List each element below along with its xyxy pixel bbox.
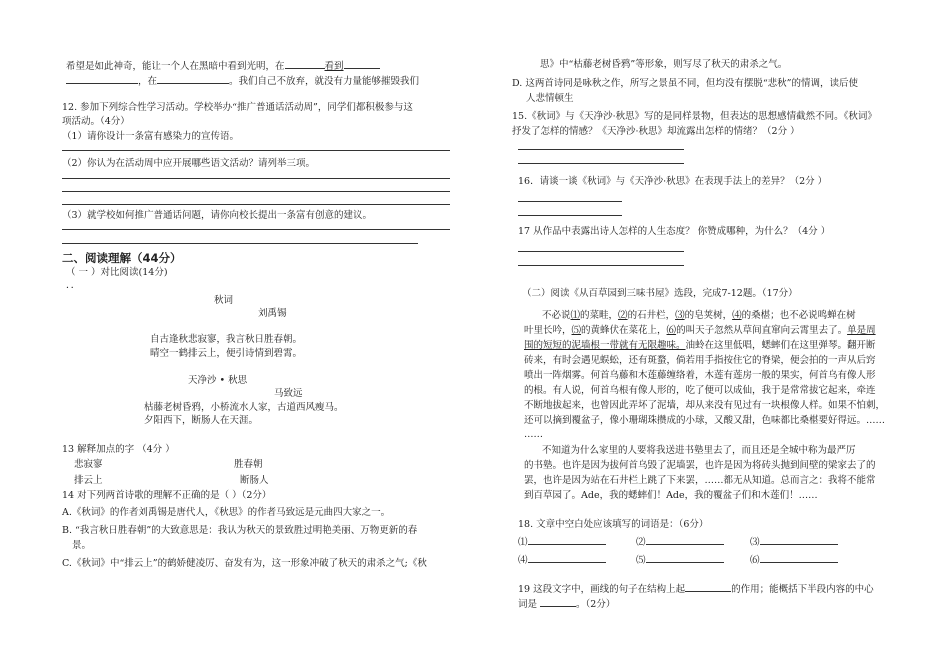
hope-line-1	[66, 58, 380, 74]
blank[interactable]	[760, 552, 838, 563]
q14-option-c: C.《秋词》中“排云上”的鹤娇健凌厉、奋发有为，这一形象冲破了秋天的肃杀之气;《秋	[62, 558, 427, 569]
question-18: 18. 文章中空白处应该填写的词语是：（6分）	[518, 519, 709, 530]
answer-line[interactable]	[62, 191, 450, 192]
q18-blank	[518, 534, 606, 550]
q18-blank	[636, 534, 724, 550]
text: ⑸	[636, 555, 646, 566]
q14-option-b: B. “我言秋日胜春朝”的大致意思是：我认为秋天的景致胜过明艳美丽、万物更新的春	[62, 525, 418, 536]
blank-marker: ⑵	[618, 310, 628, 321]
blank-marker: ⑸	[571, 325, 582, 336]
question-19-cont	[518, 596, 615, 612]
blank[interactable]	[285, 58, 325, 69]
q14-option-b-cont: 景。	[72, 540, 92, 551]
answer-line[interactable]	[518, 149, 684, 150]
text: 的叫天子忽然从草间直窜向云霄里去了。	[676, 325, 848, 336]
text: 的黄蜂伏在菜花上，	[581, 325, 667, 336]
blank[interactable]	[66, 73, 138, 84]
text: 。（2分）	[576, 599, 616, 610]
poem-2-line: 枯藤老树昏鸦，小桥流水人家，古道西风瘦马。	[144, 402, 344, 413]
blank[interactable]	[685, 581, 731, 592]
subsection-title: （二）阅读《从百草园到三味书屋》选段，完成7-12题。（17分）	[522, 288, 798, 299]
poem-2-title: 天净沙 • 秋思	[188, 375, 248, 386]
answer-line[interactable]	[518, 251, 684, 252]
poem-2-line: 夕阳西下，断肠人在天涯。	[144, 415, 259, 426]
question-14: 14 对下列两首诗歌的理解不正确的是（ ）（2分）	[62, 490, 272, 501]
question-12: 12. 参加下列综合性学习活动。学校举办“推广普通话活动周”，同学们都积极参与这	[62, 102, 413, 113]
blank-marker: ⑴	[570, 310, 581, 321]
q18-blank	[636, 552, 724, 568]
blank[interactable]	[540, 596, 576, 607]
q18-blank	[518, 552, 606, 568]
text: ⑹	[750, 555, 760, 566]
passage-line: 的根。有人说，何首乌根有像人形的，吃了便可以成仙，我于是常常拔它起来，牵连	[524, 385, 876, 396]
question-19	[518, 581, 874, 597]
text: 的作用；能概括下半段内容的中心	[731, 584, 874, 595]
poem-1-line: 自古逢秋悲寂寥，我言秋日胜春朝。	[150, 334, 303, 345]
q13-word: 悲寂寥	[74, 459, 103, 470]
underlined-sentence: 单是周	[847, 325, 876, 336]
poem-1-line: 晴空一鹤排云上，便引诗情到碧霄。	[150, 348, 303, 359]
question-12-cont: 项活动。（4分）	[62, 116, 130, 127]
question-12-1: （1）请你设计一条富有感染力的宣传语。	[62, 131, 240, 142]
poem-1-title: 秋词	[214, 295, 234, 306]
blank[interactable]	[646, 552, 724, 563]
text: ，在	[138, 76, 158, 87]
text: 油蛉在这里低唱，蟋蟀们在这里弹琴。翻开断	[685, 340, 876, 351]
text: 19 这段文字中，画线的句子在结构上起	[518, 584, 686, 595]
question-12-3: （3）就学校如何推广普通话问题，请你向校长提出一条富有创意的建议。	[62, 210, 373, 221]
text: ⑵	[636, 537, 646, 548]
passage-line: ……	[524, 429, 543, 440]
passage-line: 不知道为什么家里的人要将我送进书塾里去了，而且还是全城中称为最严厉	[542, 445, 856, 456]
q14-option-d: D. 这两首诗同是咏秋之作，所写之景虽不同，但均没有摆脱“悲秋”的情调，读后使	[512, 78, 859, 89]
passage-line: 罢，也许是因为站在石井栏上跳了下来罢，……都无从知道。总而言之：我将不能常	[524, 475, 876, 486]
poem-1-author: 刘禹锡	[258, 308, 287, 319]
q14-option-a: A.《秋词》的作者刘禹锡是唐代人，《秋思》的作者马致远是元曲四大家之一。	[62, 507, 391, 518]
text: 不必说	[542, 310, 571, 321]
underlined-sentence: 围的短短的泥墙根一带就有无限趣味。	[524, 340, 686, 351]
hope-line-2	[66, 73, 419, 89]
blank-marker: ⑹	[666, 325, 677, 336]
passage-line: 喷出一阵烟雾。何首乌藤和木莲藤缠络着，木莲有莲房一般的果实，何首乌有像人形	[524, 370, 876, 381]
blank[interactable]	[760, 534, 838, 545]
text: 词是	[518, 599, 538, 610]
answer-line[interactable]	[62, 150, 450, 151]
text: 的菜畦，	[580, 310, 619, 321]
question-15-cont: 抒发了怎样的情感？《天净沙·秋思》却流露出怎样的情绪？（2分 ）	[512, 126, 800, 137]
blank[interactable]	[528, 552, 606, 563]
question-17: 17 从作品中表露出诗人怎样的人生态度？ 你赞成哪种，为什么？（4分 ）	[518, 226, 831, 237]
question-16: 16．请谈一谈《秋词》与《天净沙·秋思》在表现手法上的差异？（2分 ）	[518, 176, 828, 187]
q14-option-d-cont: 人悲情顿生	[526, 93, 574, 104]
answer-line[interactable]	[518, 163, 684, 164]
blank[interactable]	[646, 534, 724, 545]
blank[interactable]	[157, 73, 229, 84]
answer-line[interactable]	[62, 243, 418, 244]
answer-line[interactable]	[62, 178, 450, 179]
text: ⑴	[518, 537, 528, 548]
text: ⑷	[518, 555, 528, 566]
question-13: 13 解释加点的字 （4分 ）	[62, 444, 175, 455]
q13-word: 胜春朝	[234, 459, 263, 470]
question-15: 15.《秋词》与《天净沙·秋思》写的是同样景物，但表达的思想感情截然不同。《秋词》	[512, 111, 877, 122]
dots: ．．	[66, 280, 81, 291]
text: 的石井栏，	[627, 310, 676, 321]
text: 叶里长吟，	[524, 325, 572, 336]
poem-2-author: 马致远	[274, 388, 303, 399]
q13-word: 断肠人	[240, 475, 269, 486]
passage-line: 砖来，有时会遇见蜈蚣，还有斑蝥，倘若用手指按住它的脊梁，便会拍的一声从后窍	[524, 355, 876, 366]
section-title: 二、阅读理解（44分）	[62, 251, 182, 265]
answer-line[interactable]	[518, 265, 684, 266]
blank[interactable]	[528, 534, 606, 545]
blank-marker: ⑷	[732, 310, 742, 321]
passage-line	[542, 309, 856, 323]
passage-line	[524, 339, 876, 353]
text: ⑶	[750, 537, 760, 548]
q18-blank	[750, 534, 838, 550]
text: 看到	[324, 61, 344, 72]
answer-line[interactable]	[518, 201, 622, 202]
question-12-2: （2）你认为在活动周中应开展哪些语文活动？请列举三项。	[62, 158, 316, 169]
subsection-title: （ 一 ）对比阅读(14分)	[66, 267, 168, 278]
answer-line[interactable]	[518, 215, 622, 216]
answer-line[interactable]	[62, 204, 450, 205]
text: 。我们自己不放弃，就没有力量能够摧毁我们	[229, 76, 420, 87]
passage-line: 的书塾。也许是因为拔何首乌毁了泥墙罢，也许是因为将砖头抛到间壁的梁家去了的	[524, 460, 876, 471]
blank[interactable]	[344, 58, 380, 69]
passage-line	[524, 324, 876, 338]
q13-word: 排云上	[74, 475, 103, 486]
passage-line: 还可以摘到覆盆子，像小珊瑚珠攒成的小球，又酸又甜，色味都比桑椹要好得远。……	[524, 415, 886, 426]
text: 希望是如此神奇，能让一个人在黑暗中看到光明，在	[66, 61, 285, 72]
q18-blank	[750, 552, 838, 568]
passage-line: 到百草园了。Ade，我的蟋蟀们！Ade，我的覆盆子们和木莲们！……	[524, 490, 818, 501]
text: 的皂荚树，	[684, 310, 733, 321]
passage-line: 不断地拔起来，也曾因此弄坏了泥墙，却从来没有见过有一块根像人样。如果不怕刺，	[524, 400, 886, 411]
q14-option-c-cont: 思》中“枯藤老树昏鸦”等形象，则写尽了秋天的肃杀之气。	[540, 59, 788, 70]
text: 的桑椹；也不必说鸣蝉在树	[741, 310, 856, 321]
blank-marker: ⑶	[675, 310, 685, 321]
answer-line[interactable]	[62, 229, 450, 230]
